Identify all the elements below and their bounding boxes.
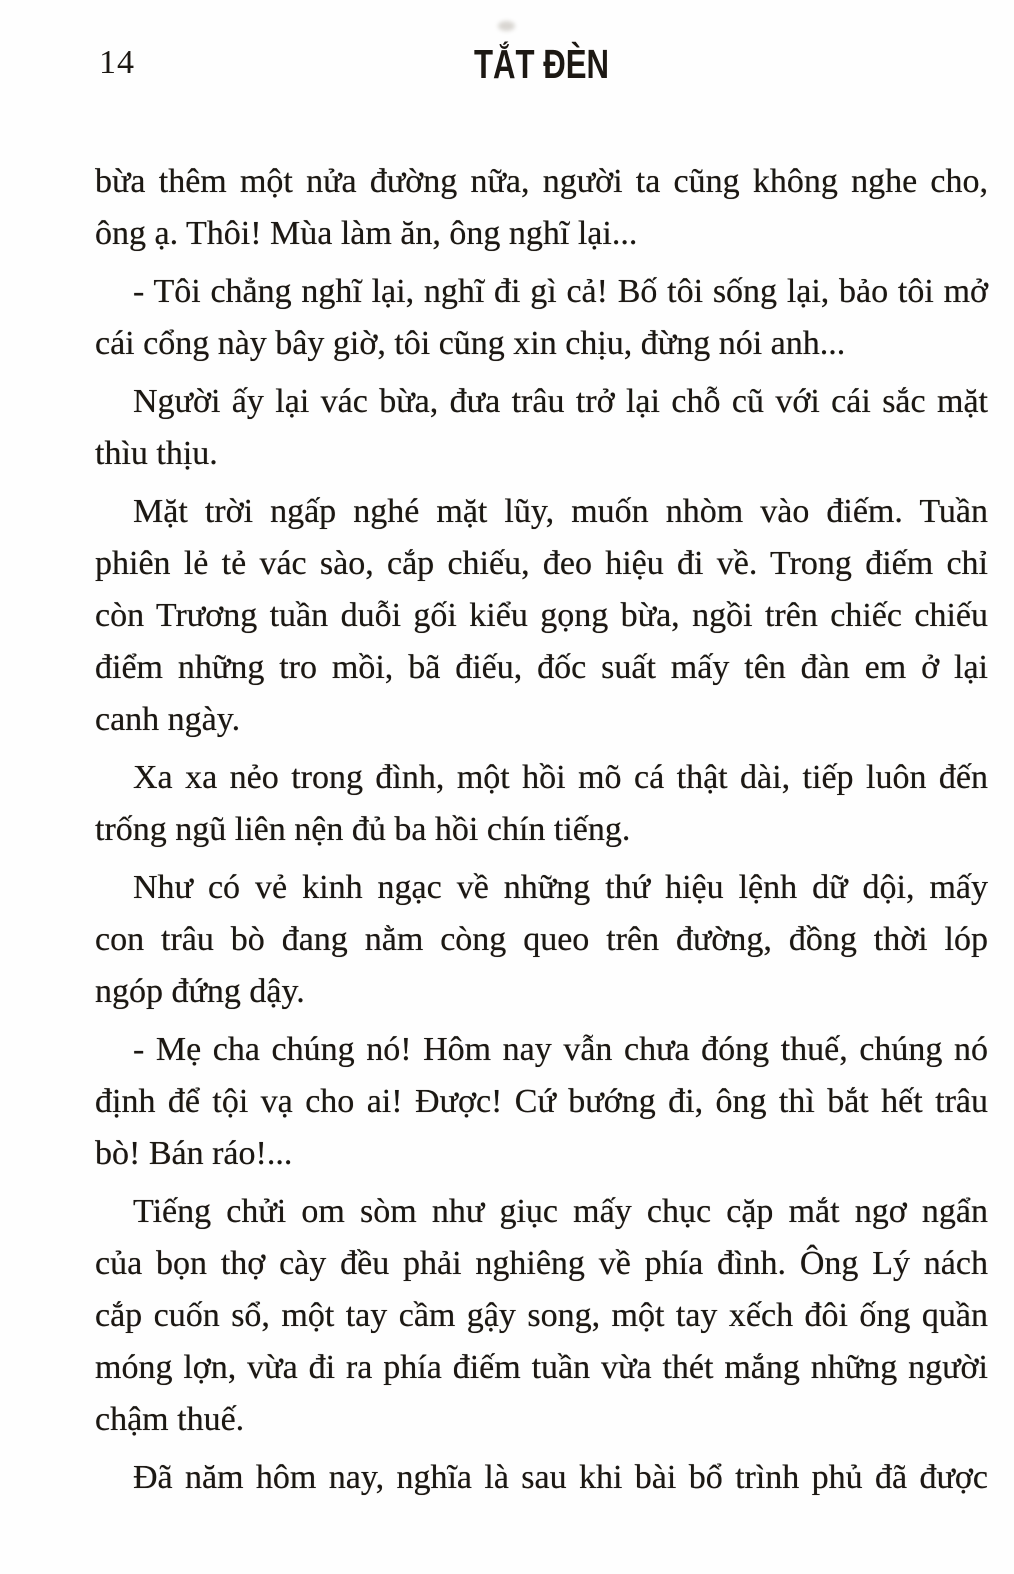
scan-artifact — [498, 21, 515, 31]
paragraph — [95, 1024, 988, 1180]
text-line: Tiếng chửi om sòm như giục mấy chục cặp mắt ngơ ngẩn — [133, 1193, 988, 1230]
text-line: trống ngũ liên nện đủ ba hồi chín tiếng. — [95, 811, 631, 848]
running-title: TẮT ĐÈN — [473, 41, 610, 87]
text-line: bừa thêm một nửa đường nữa, người ta cũng không nghe cho, — [95, 163, 988, 200]
paragraph — [95, 376, 988, 480]
text-line: của bọn thợ cày đều phải nghiêng về phía đình. Ông Lý nách — [95, 1245, 988, 1282]
text-line: bò! Bán ráo!... — [95, 1135, 293, 1172]
text-line: cái cổng này bây giờ, tôi cũng xin chịu, đừng nói anh... — [95, 325, 846, 362]
paragraph — [95, 752, 988, 856]
paragraph — [95, 1452, 988, 1504]
paragraph — [95, 862, 988, 1018]
text-line: định để tội vạ cho ai! Được! Cứ bướng đi, ông thì bắt hết trâu — [95, 1083, 988, 1120]
text-line: Như có vẻ kinh ngạc về những thứ hiệu lệnh dữ dội, mấy — [133, 869, 988, 906]
text-line: - Mẹ cha chúng nó! Hôm nay vẫn chưa đóng thuế, chúng nó — [133, 1031, 988, 1068]
text-line: móng lợn, vừa đi ra phía điếm tuần vừa thét mắng những người — [95, 1349, 988, 1386]
text-line: thìu thịu. — [95, 435, 218, 472]
paragraph — [95, 1186, 988, 1446]
text-line: Xa xa nẻo trong đình, một hồi mõ cá thật dài, tiếp luôn đến — [133, 759, 988, 796]
text-line: ngóp đứng dậy. — [95, 973, 305, 1010]
text-line: điểm những tro mồi, bã điếu, đốc suất mấy tên đàn em ở lại — [95, 649, 988, 686]
text-line: Đã năm hôm nay, nghĩa là sau khi bài bổ trình phủ đã được — [133, 1459, 988, 1496]
text-line: Mặt trời ngấp nghé mặt lũy, muốn nhòm vào điếm. Tuần — [133, 493, 988, 530]
page-number: 14 — [99, 44, 135, 81]
text-line: còn Trương tuần duỗi gối kiểu gọng bừa, ngồi trên chiếc chiếu — [95, 597, 988, 634]
body-text — [95, 156, 988, 1504]
paragraph — [95, 266, 988, 370]
paragraph — [95, 486, 988, 746]
text-line: canh ngày. — [95, 701, 241, 738]
text-line: cắp cuốn sổ, một tay cầm gậy song, một tay xếch đôi ống quần — [95, 1297, 988, 1334]
text-line: con trâu bò đang nằm còng queo trên đường, đồng thời lóp — [95, 921, 988, 958]
paragraph — [95, 156, 988, 260]
page-header — [95, 41, 988, 87]
text-line: phiên lẻ tẻ vác sào, cắp chiếu, đeo hiệu đi về. Trong điếm chỉ — [95, 545, 988, 582]
text-line: - Tôi chẳng nghĩ lại, nghĩ đi gì cả! Bố tôi sống lại, bảo tôi mở — [133, 273, 988, 310]
text-line: chậm thuế. — [95, 1401, 245, 1438]
text-line: Người ấy lại vác bừa, đưa trâu trở lại chỗ cũ với cái sắc mặt — [133, 383, 988, 420]
text-line: ông ạ. Thôi! Mùa làm ăn, ông nghĩ lại... — [95, 215, 638, 252]
